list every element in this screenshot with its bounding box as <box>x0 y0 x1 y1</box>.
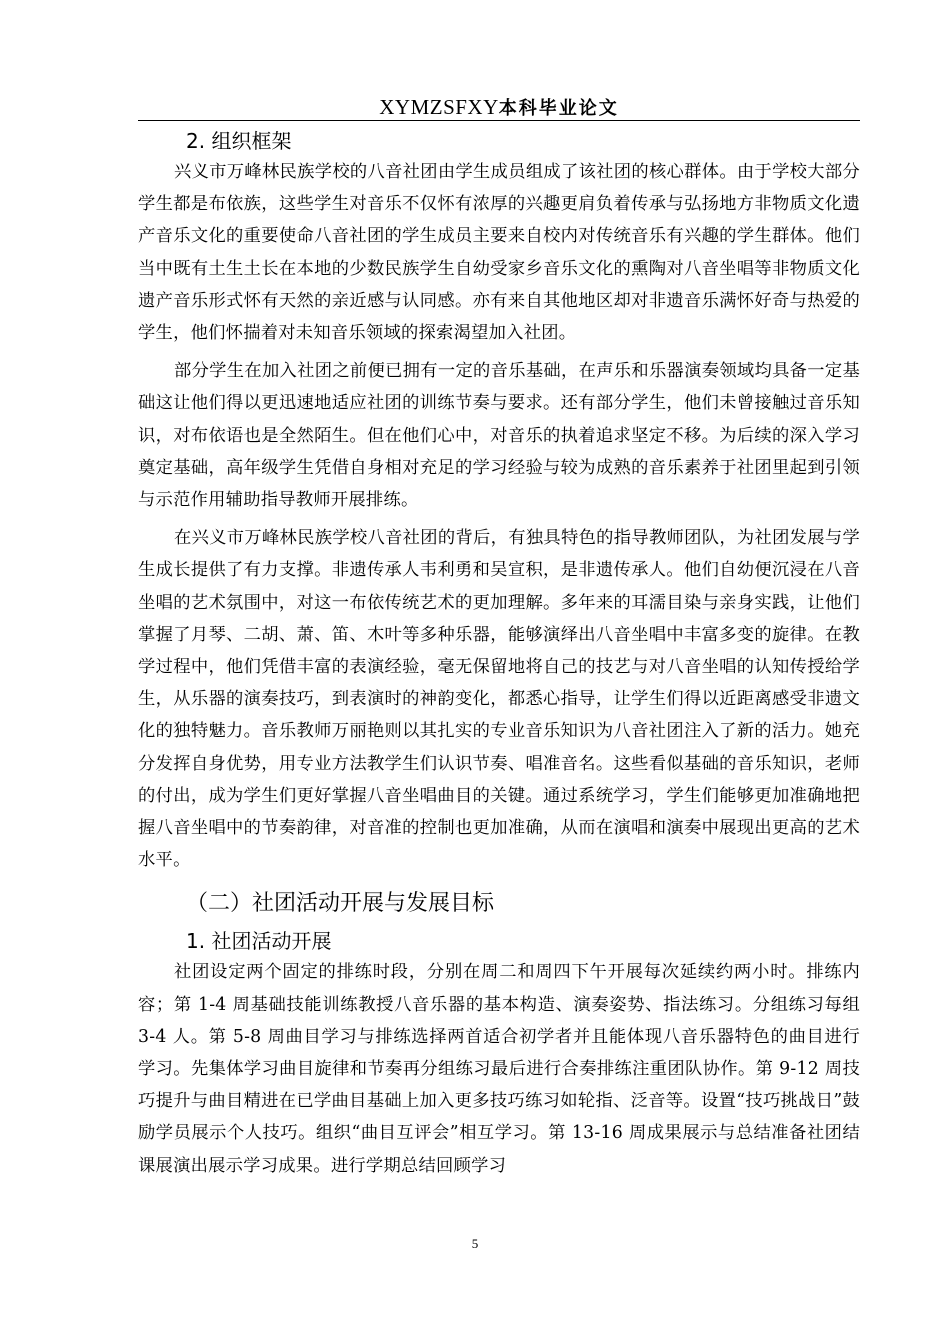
paragraph: 社团设定两个固定的排练时段，分别在周二和周四下午开展每次延续约两小时。排练内容；第 1-4 周基础技能训练教授八音乐器的基本构造、演奏姿势、指法练习。分组练习每组 3-4 人。第 5-8 周曲目学习与排练选择两首适合初学者并且能体现八音乐器特色的曲目进行学习。先集体学习曲目旋律和节奏再分组练习最后进行合奏排练注重团队协作。第 9-12 周技巧提升与曲目精进在已学曲目基础上加入更多技巧练习如轮指、泛音等。设置“技巧挑战日”鼓励学员展示个人技巧。组织“曲目互评会”相互学习。第 13-16 周成果展示与总结准备社团结课展演出展示学习成果。进行学期总结回顾学习 <box>138 962 860 1176</box>
section-activity-heading: 1. 社团活动开展 <box>186 929 332 954</box>
page-number: 5 <box>471 1236 479 1251</box>
page-header <box>138 94 860 121</box>
paragraph: 在兴义市万峰林民族学校八音社团的背后，有独具特色的指导教师团队，为社团发展与学生成长提供了有力支撑。非遗传承人韦利勇和吴宣积，是非遗传承人。他们自幼便沉浸在八音坐唱的艺术氛围中，对这一布依传统艺术的更加理解。多年来的耳濡目染与亲身实践，让他们掌握了月琴、二胡、萧、笛、木叶等多种乐器，能够演绎出八音坐唱中丰富多变的旋律。在教学过程中，他们凭借丰富的表演经验，毫无保留地将自己的技艺与对八音坐唱的认知传授给学生，从乐器的演奏技巧，到表演时的神韵变化，都悉心指导，让学生们得以近距离感受非遗文化的独特魅力。音乐教师万丽艳则以其扎实的专业音乐知识为八音社团注入了新的活力。她充分发挥自身优势，用专业方法教学生们认识节奏、唱准音名。这些看似基础的音乐知识，老师的付出，成为学生们更好掌握八音坐唱曲目的关键。通过系统学习，学生们能够更加准确地把握八音坐唱中的节奏韵律，对音准的控制也更加准确，从而在演唱和演奏中展现出更高的艺术水平。 <box>138 528 860 871</box>
document-body <box>138 126 860 1182</box>
header-title: 本科毕业论文 <box>498 98 619 119</box>
paragraph: 部分学生在加入社团之前便已拥有一定的音乐基础，在声乐和乐器演奏领域均具备一定基础这让他们得以更迅速地适应社团的训练节奏与要求。还有部分学生，他们未曾接触过音乐知识，对布依语也是全然陌生。但在他们心中，对音乐的执着追求坚定不移。为后续的深入学习奠定基础，高年级学生凭借自身相对充足的学习经验与较为成熟的音乐素养于社团里起到引领与示范作用辅助指导教师开展排练。 <box>138 361 860 511</box>
section-org-framework-heading: 2. 组织框架 <box>186 129 292 153</box>
paragraph: 兴义市万峰林民族学校的八音社团由学生成员组成了该社团的核心群体。由于学校大部分学生都是布依族，这些学生对音乐不仅怀有浓厚的兴趣更肩负着传承与弘扬地方非物质文化遗产音乐文化的重要使命八音社团的学生成员主要来自校内对传统音乐有兴趣的学生群体。他们当中既有土生土长在本地的少数民族学生自幼受家乡音乐文化的熏陶对八音坐唱等非物质文化遗产音乐形式怀有天然的亲近感与认同感。亦有来自其他地区却对非遗音乐满怀好奇与热爱的学生，他们怀揣着对未知音乐领域的探索渴望加入社团。 <box>138 162 860 344</box>
chapter-heading: （二）社团活动开展与发展目标 <box>186 891 495 917</box>
header-latin: XYMZSFXY <box>379 95 499 119</box>
